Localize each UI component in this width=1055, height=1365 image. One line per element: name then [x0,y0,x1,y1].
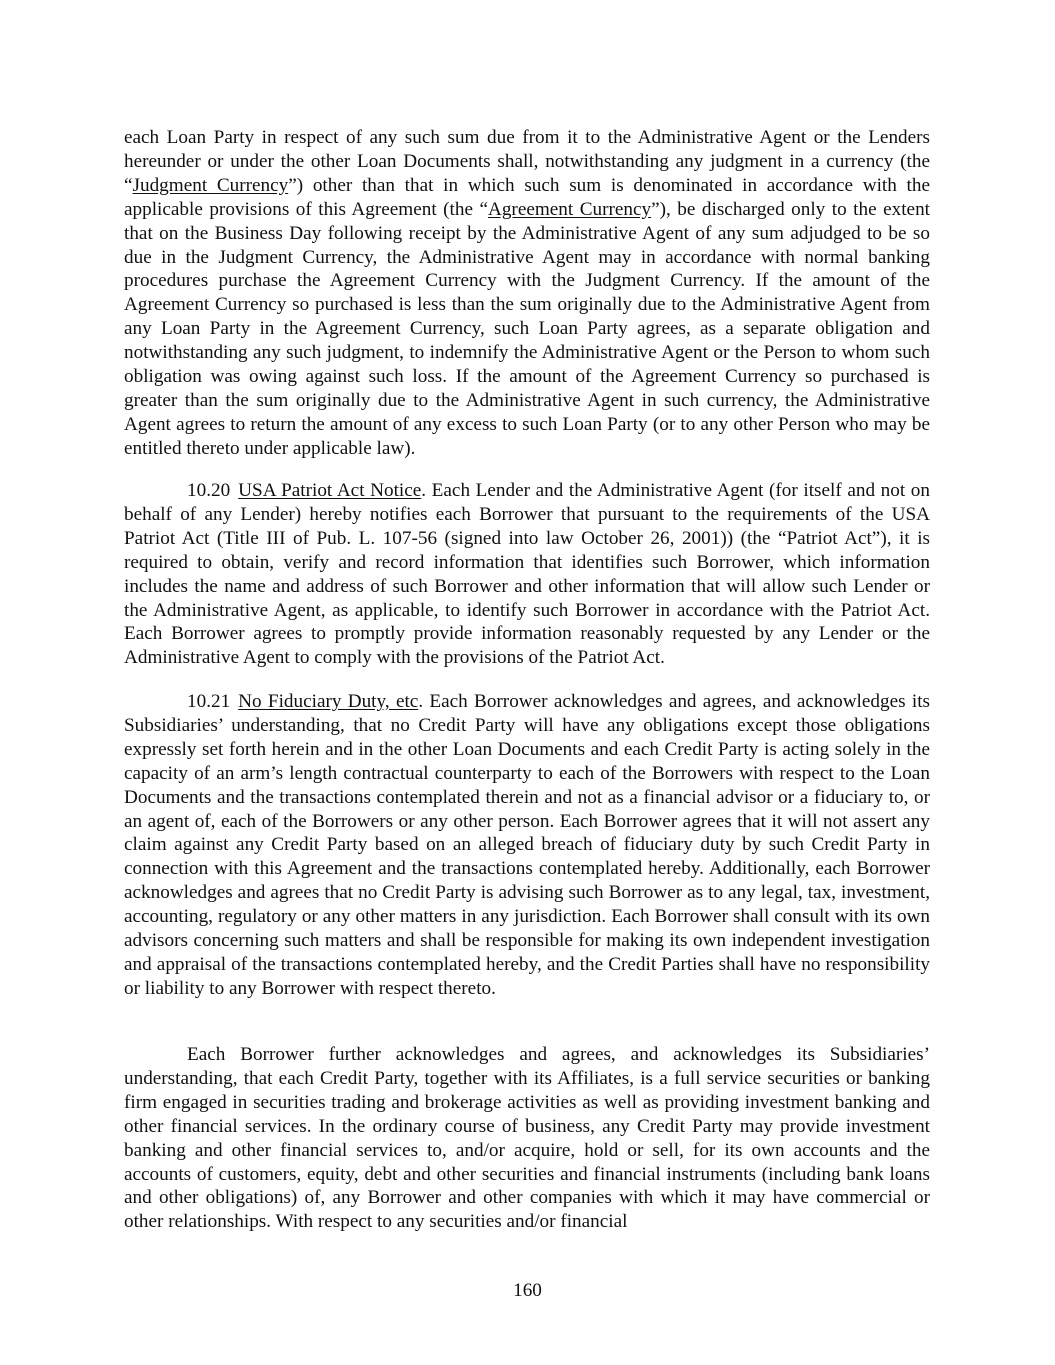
defined-term-judgment-currency: Judgment Currency [132,174,289,196]
defined-term-agreement-currency: Agreement Currency [487,198,652,220]
page-number: 160 [513,1280,542,1301]
section-heading: USA Patriot Act Notice [238,480,422,501]
section-number: 10.21 [187,691,231,712]
section-text: . Each Borrower acknowledges and agrees, and acknowledges its Subsidiaries’ understanding, that no Credit Party will have any obligations except those obligations expressly set forth herein and in the other Loan Documents and each Credit Party is acting solely in the capacity of an arm’s length contractual counterparty to each of the Borrowers with respect to the Loan Documents and the transactions contemplated therein and not as a financial advisor or a fiduciary to, or an agent of, each of the Borrowers or any other person. Each Borrower agrees that it will not assert any claim against any Credit Party based on an alleged breach of fiduciary duty by such Credit Party in connection with this Agreement and the transactions contemplated hereby. Additionally, each Borrower acknowledges and agrees that no Credit Party is advising such Borrower as to any legal, tax, investment, accounting, regulatory or any other matters in any jurisdiction. Each Borrower shall consult with its own advisors concerning such matters and shall be responsible for making its own independent investigation and appraisal of the transactions contemplated hereby, and the Credit Parties shall have no responsibility or liability to any Borrower with respect thereto. [124,691,930,999]
paragraph-borrower-acknowledgment: Each Borrower further acknowledges and agrees, and acknowledges its Subsidiaries’ understanding, that each Credit Party, together with its Affiliates, is a full service securities or banking firm engaged in securities trading and brokerage activities as well as providing investment banking and other financial services. In the ordinary course of business, any Credit Party may provide investment banking and other financial services to, and/or acquire, hold or sell, for its own accounts and the accounts of customers, equity, debt and other securities and financial instruments (including bank loans and other obligations) of, any Borrower and other companies with which it may have commercial or other relationships. With respect to any securities and/or financial [124,1044,930,1233]
paragraph-text: ”) other than that in which such sum is denominated in accordance with the applicable provisions of this Agreement (the “ [124,174,930,220]
section-10-21 [124,690,930,1001]
section-number: 10.20 [187,480,231,501]
section-text: . Each Lender and the Administrative Agent (for itself and not on behalf of any Lender) hereby notifies each Borrower that pursuant to the requirements of the USA Patriot Act (Title III of Pub. L. 107-56 (signed into law October 26, 2001)) (the “Patriot Act”), it is required to obtain, verify and record information that identifies such Borrower, which information includes the name and address of such Borrower and other information that will allow such Lender or the Administrative Agent, as applicable, to identify such Borrower in accordance with the Patriot Act. Each Borrower agrees to promptly provide information reasonably requested by any Lender or the Administrative Agent to comply with the provisions of the Patriot Act. [124,480,930,669]
section-heading: No Fiduciary Duty, etc [238,691,419,712]
paragraph-text: ”), be discharged only to the extent that on the Business Day following receipt by the Administrative Agent of any sum adjudged to be so due in the Judgment Currency, the Administrative Agent may in accordance with normal banking procedures purchase the Agreement Currency with the Judgment Currency. If the amount of the Agreement Currency so purchased is less than the sum originally due to the Administrative Agent from any Loan Party in the Agreement Currency, such Loan Party agrees, as a separate obligation and notwithstanding any such judgment, to indemnify the Administrative Agent or the Person to whom such obligation was owing against such loss. If the amount of the Agreement Currency so purchased is greater than the sum originally due to the Administrative Agent in such currency, the Administrative Agent agrees to return the amount of any excess to such Loan Party (or to any other Person who may be entitled thereto under applicable law). [124,198,930,459]
section-10-20 [124,479,930,670]
paragraph-judgment-currency [124,126,930,461]
paragraph-text: each Loan Party in respect of any such sum due from it to the Administrative Agent or the Lenders hereunder or under the other Loan Documents shall, notwithstanding any judgment in a currency (the “ [124,127,930,196]
